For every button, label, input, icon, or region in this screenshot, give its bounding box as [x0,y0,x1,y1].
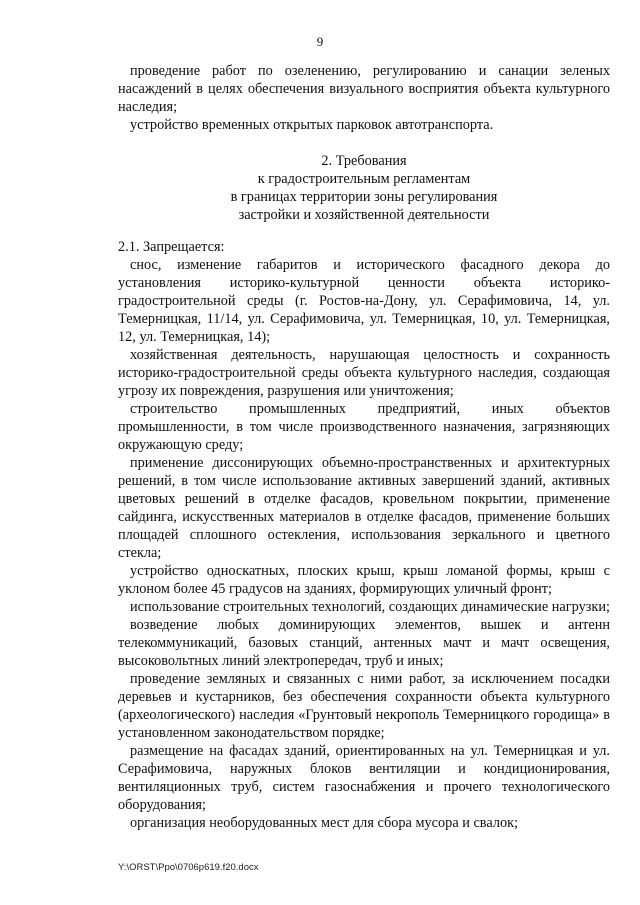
intro-paragraph: устройство временных открытых парковок автотранспорта. [130,117,494,133]
list-item: возведение любых доминирующих элементов, вышек и антенн телекоммуникаций, базовых станций, антенных мачт и мачт освещения, высоковольтных линий электропередач, труб и иных; [118,617,610,669]
list-item: строительство промышленных предприятий, иных объектов промышленности, в том числе производственного назначения, загрязняющих окружающую среду; [118,401,610,453]
footer-file-path: Y:\ORST\Ppo\0706p619.f20.docx [118,862,259,873]
section-title-line: к градостроительным регламентам [257,171,471,187]
section-heading [118,152,610,224]
document-body [118,62,610,832]
section-title-line: застройки и хозяйственной деятельности [238,207,490,223]
page-number: 9 [316,34,324,49]
list-item: размещение на фасадах зданий, ориентированных на ул. Темерницкая и ул. Серафимовича, наружных блоков вентиляции и кондиционирования, вентиляционных труб, систем газоснабжения и прочего технологического оборудования; [118,743,610,813]
list-item: использование строительных технологий, создающих динамические нагрузки; [130,599,610,615]
list-item: проведение земляных и связанных с ними работ, за исключением посадки деревьев и кустарников, без обеспечения сохранности объекта культурного (археологического) наследия «Грунтовый некрополь Темерницкого городища» в установленном законодательством порядке; [118,671,610,741]
list-item: устройство односкатных, плоских крыш, крыш ломаной формы, крыш с уклоном более 45 градусов на зданиях, формирующих уличный фронт; [118,563,610,597]
section-title-line: 2. Требования [321,153,407,169]
intro-paragraph: проведение работ по озеленению, регулированию и санации зеленых насаждений в целях обеспечения визуального восприятия объекта культурного наследия; [118,63,610,115]
list-item: применение диссонирующих объемно-пространственных и архитектурных решений, в том числе использование активных завершений зданий, активных цветовых решений в отделке фасадов, кровельном покрытии, применение сайдинга, искусственных материалов в отделке фасадов, применение больших площадей сплошного остекления, использования зеркального и цветного стекла; [118,455,610,561]
subsection-heading: 2.1. Запрещается: [118,239,225,255]
section-title-line: в границах территории зоны регулирования [230,189,498,205]
list-item: снос, изменение габаритов и исторического фасадного декора до установления историко-культурной ценности объекта историко-градостроительной среды (г. Ростов-на-Дону, ул. Серафимовича, 14, ул. Темерницкая, 11/14, ул. Серафимовича, ул. Темерницкая, 10, ул. Темерницкая, 12, ул. Темерницкая, 14); [118,257,610,345]
list-item: организация необорудованных мест для сбора мусора и свалок; [130,815,519,831]
list-item: хозяйственная деятельность, нарушающая целостность и сохранность историко-градостроительной среды объекта культурного наследия, создающая угрозу их повреждения, разрушения или уничтожения; [118,347,610,399]
